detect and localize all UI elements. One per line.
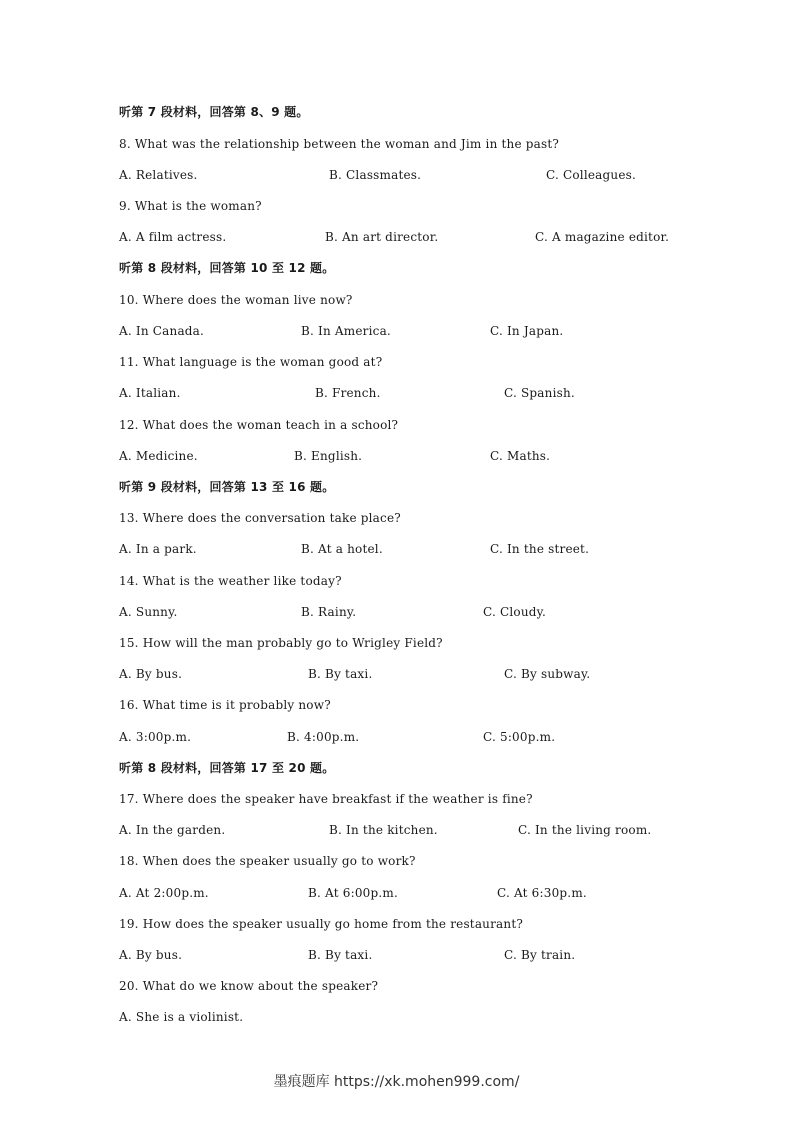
option-c: C. By train.	[504, 948, 576, 962]
option-b: B. English.	[294, 449, 363, 463]
option-c: C. A magazine editor.	[535, 230, 670, 244]
section-heading-8: 听第 8 段材料，回答第 10 至 12 题。	[119, 261, 335, 275]
option-c: C. In the street.	[490, 542, 590, 556]
option-b: B. 4:00p.m.	[287, 730, 360, 744]
option-a: A. Sunny.	[119, 605, 178, 619]
option-b: B. Rainy.	[301, 605, 357, 619]
option-a: A. At 2:00p.m.	[119, 886, 209, 900]
question-8: 8. What was the relationship between the woman and Jim in the past?	[119, 137, 560, 151]
option-a: A. In a park.	[119, 542, 197, 556]
option-c: C. Colleagues.	[546, 168, 637, 182]
footer-watermark: 墨痕题库 https://xk.mohen999.com/	[273, 1074, 520, 1090]
section-heading-7: 听第 7 段材料，回答第 8、9 题。	[119, 105, 309, 119]
question-12: 12. What does the woman teach in a school?	[119, 418, 399, 432]
option-b: B. In the kitchen.	[329, 823, 438, 837]
option-a: A. In the garden.	[119, 823, 226, 837]
question-19: 19. How does the speaker usually go home from the restaurant?	[119, 917, 523, 931]
question-10: 10. Where does the woman live now?	[119, 293, 353, 307]
option-a: A. By bus.	[119, 948, 183, 962]
option-c: C. Spanish.	[504, 386, 575, 400]
option-c: C. Cloudy.	[483, 605, 547, 619]
question-13: 13. Where does the conversation take place?	[119, 511, 401, 525]
option-b: B. French.	[315, 386, 381, 400]
question-15: 15. How will the man probably go to Wrigley Field?	[119, 636, 443, 650]
option-a: A. A film actress.	[119, 230, 227, 244]
option-b: B. Classmates.	[329, 168, 422, 182]
option-c: C. 5:00p.m.	[483, 730, 556, 744]
question-20: 20. What do we know about the speaker?	[119, 979, 379, 993]
option-b: B. By taxi.	[308, 948, 373, 962]
question-18: 18. When does the speaker usually go to work?	[119, 854, 416, 868]
option-b: B. By taxi.	[308, 667, 373, 681]
section-heading-8b: 听第 8 段材料，回答第 17 至 20 题。	[119, 761, 335, 775]
option-a: A. Medicine.	[119, 449, 198, 463]
option-a: A. Italian.	[119, 386, 181, 400]
option-c: C. Maths.	[490, 449, 551, 463]
question-17: 17. Where does the speaker have breakfast if the weather is fine?	[119, 792, 533, 806]
option-c: C. By subway.	[504, 667, 591, 681]
option-a: A. In Canada.	[119, 324, 205, 338]
option-b: B. An art director.	[325, 230, 439, 244]
question-11: 11. What language is the woman good at?	[119, 355, 383, 369]
option-c: C. In Japan.	[490, 324, 564, 338]
question-14: 14. What is the weather like today?	[119, 574, 342, 588]
section-heading-9: 听第 9 段材料，回答第 13 至 16 题。	[119, 480, 335, 494]
option-c: C. In the living room.	[518, 823, 652, 837]
question-16: 16. What time is it probably now?	[119, 698, 331, 712]
question-9: 9. What is the woman?	[119, 199, 262, 213]
option-a: A. By bus.	[119, 667, 183, 681]
option-a: A. Relatives.	[119, 168, 198, 182]
option-b: B. At a hotel.	[301, 542, 383, 556]
option-b: B. At 6:00p.m.	[308, 886, 398, 900]
option-a: A. 3:00p.m.	[119, 730, 192, 744]
option-c: C. At 6:30p.m.	[497, 886, 587, 900]
option-a: A. She is a violinist.	[119, 1010, 244, 1024]
option-b: B. In America.	[301, 324, 391, 338]
